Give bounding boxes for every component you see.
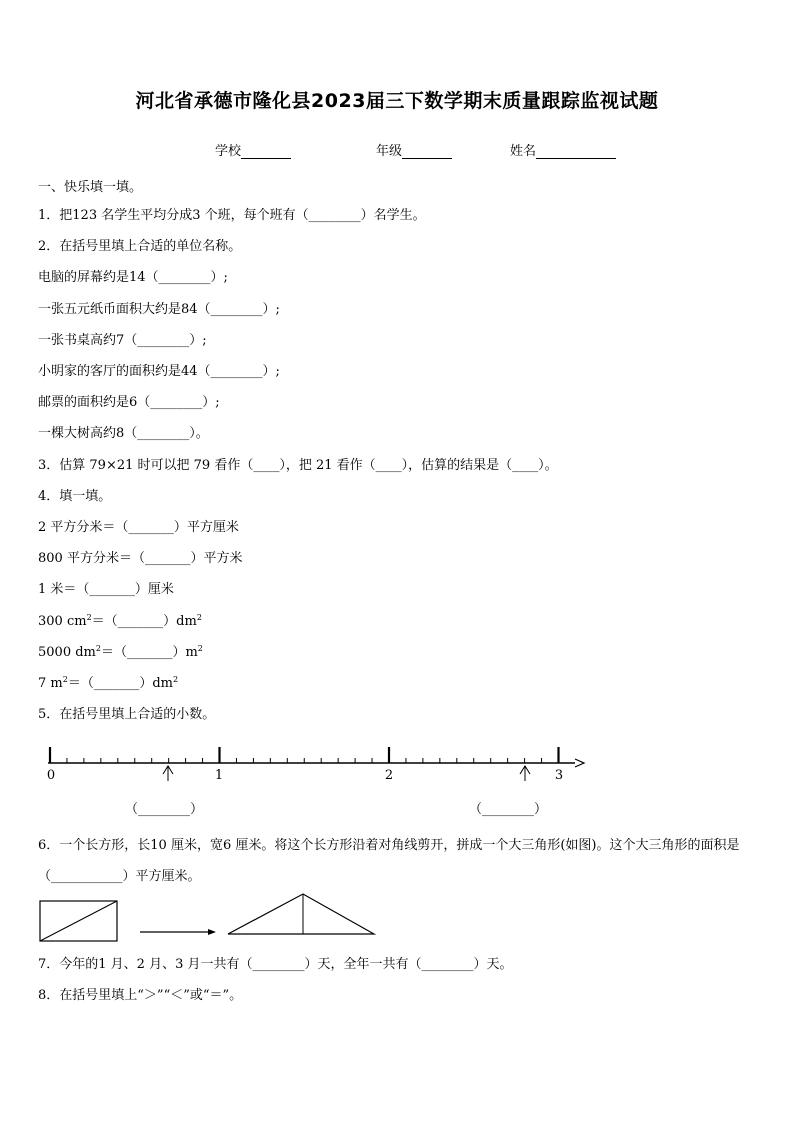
- question-6: 6．一个长方形，长10 厘米，宽6 厘米。将这个长方形沿着对角线剪开，拼成一个大三角形(如图)。这个大三角形的面积是（___________）平方厘米。: [38, 838, 740, 884]
- number-line-label: 3: [554, 768, 564, 783]
- question-4-item: 300 $cm^2=(\_\_\_\_\_\_\_)dm^2$: [38, 613, 202, 629]
- question-5: 5．在括号里填上合适的小数。: [38, 707, 216, 722]
- question-2-item: 电脑的屏幕约是14（________）;: [38, 270, 228, 285]
- number-line-ticks: [50, 747, 559, 763]
- number-line-label: 0: [46, 768, 56, 783]
- grade-blank[interactable]: [402, 145, 452, 159]
- number-line-label: 1: [214, 768, 224, 783]
- grade-field[interactable]: [376, 140, 452, 159]
- question-2-item: 一张书桌高约7（________）;: [38, 333, 207, 348]
- number-line-arrowhead: [575, 759, 584, 767]
- up-arrow-icon: [163, 766, 173, 781]
- page-title: 河北省承德市隆化县2023届三下数学期末质量跟踪监视试题: [135, 90, 659, 112]
- question-4-item: 2 平方分米＝（_______）平方厘米: [38, 520, 239, 535]
- question-2: 2．在括号里填上合适的单位名称。: [38, 239, 242, 254]
- answer-blank[interactable]: （________）: [124, 802, 204, 817]
- name-field[interactable]: [510, 140, 616, 159]
- question-2-item: 一棵大树高约8（________）。: [38, 426, 209, 441]
- question-1: 1．把123 名学生平均分成3 个班，每个班有（________）名学生。: [38, 208, 426, 223]
- section-heading: 一、快乐填一填。: [38, 180, 143, 195]
- rectangle-diagram: [0, 890, 794, 950]
- question-2-item: 邮票的面积约是6（________）;: [38, 395, 220, 410]
- up-arrow-icon: [520, 766, 530, 781]
- number-line-label: 2: [384, 768, 394, 783]
- question-7: 7．今年的1 月、2 月、3 月一共有（________）天，全年一共有（________）天。: [38, 957, 513, 972]
- name-blank[interactable]: [536, 145, 616, 159]
- school-field[interactable]: [215, 140, 291, 159]
- rectangle-diagonal: [40, 901, 117, 941]
- school-label: 学校: [215, 144, 242, 159]
- number-line: [0, 735, 794, 825]
- grade-label: 年级: [376, 144, 403, 159]
- question-4-item: 800 平方分米＝（_______）平方米: [38, 551, 243, 566]
- school-blank[interactable]: [241, 145, 291, 159]
- question-4-item: 7 $m^2=(\_\_\_\_\_\_\_)dm^2$: [38, 675, 179, 691]
- question-4-item: 5000 $dm^2=(\_\_\_\_\_\_\_)m^2$: [38, 644, 203, 660]
- question-3: 3．估算 79×21 时可以把 79 看作（____），把 21 看作（____），估算的结果是（____）。: [38, 458, 558, 473]
- question-4: 4．填一填。: [38, 489, 112, 504]
- question-2-item: 小明家的客厅的面积约是44（________）;: [38, 364, 280, 379]
- triangle-shape: [228, 894, 374, 934]
- question-4-item: 1 米＝（_______）厘米: [38, 582, 174, 597]
- question-8: 8．在括号里填上“＞”“＜”或“＝”。: [38, 988, 243, 1003]
- answer-blank[interactable]: （________）: [468, 802, 548, 817]
- right-arrow-icon: [140, 929, 216, 935]
- name-label: 姓名: [510, 144, 537, 159]
- question-2-item: 一张五元纸币面积大约是84（________）;: [38, 302, 280, 317]
